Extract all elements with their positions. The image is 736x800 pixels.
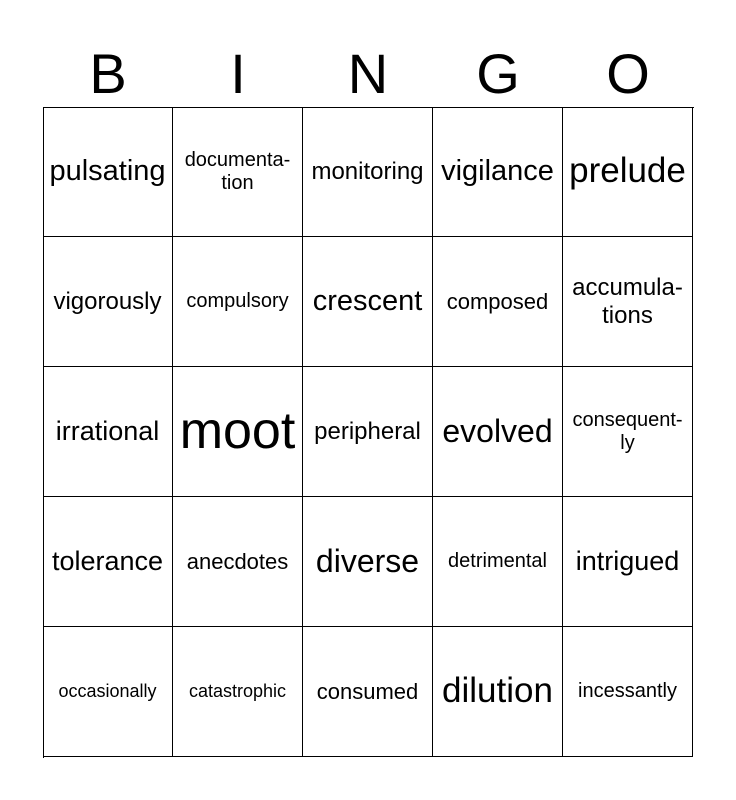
bingo-cell[interactable] — [563, 237, 693, 367]
bingo-cell[interactable] — [433, 107, 563, 237]
header-letter-i: I — [230, 42, 246, 105]
cell-word: evolved — [442, 413, 553, 450]
bingo-cell[interactable] — [303, 627, 433, 757]
bingo-cell[interactable] — [303, 107, 433, 237]
bingo-cell[interactable] — [173, 107, 303, 237]
bingo-cell[interactable] — [433, 627, 563, 757]
bingo-cell[interactable] — [563, 627, 693, 757]
cell-word: consumed — [316, 678, 419, 704]
bingo-cell[interactable] — [43, 627, 173, 757]
cell-word: monitoring — [311, 157, 424, 185]
bingo-cell[interactable] — [563, 497, 693, 627]
cell-word: intrigued — [575, 545, 680, 576]
bingo-cell[interactable] — [43, 367, 173, 497]
bingo-cell[interactable] — [43, 237, 173, 367]
bingo-cell[interactable] — [433, 237, 563, 367]
bingo-cell[interactable] — [43, 497, 173, 627]
header-letter-g: G — [476, 42, 520, 105]
cell-word: compulsory — [186, 290, 289, 312]
cell-word: incessantly — [578, 680, 677, 702]
cell-word: catastrophic — [188, 681, 287, 702]
cell-word: prelude — [569, 151, 686, 191]
bingo-cell[interactable] — [173, 237, 303, 367]
bingo-cell[interactable] — [563, 107, 693, 237]
bingo-cell[interactable] — [173, 627, 303, 757]
header-letter-o: O — [606, 42, 650, 105]
bingo-cell[interactable] — [433, 367, 563, 497]
bingo-cell[interactable] — [433, 497, 563, 627]
cell-word: tolerance — [51, 545, 164, 576]
cell-word: irrational — [55, 415, 160, 446]
cell-word: documenta- tion — [184, 148, 291, 194]
cell-word: occasionally — [58, 681, 157, 702]
bingo-cell[interactable] — [563, 367, 693, 497]
cell-word: vigilance — [441, 154, 554, 187]
bingo-cell[interactable] — [43, 107, 173, 237]
bingo-header — [43, 40, 693, 108]
cell-word: anecdotes — [186, 548, 289, 574]
cell-word: composed — [446, 288, 549, 314]
cell-word: moot — [179, 401, 296, 460]
bingo-cell[interactable] — [303, 497, 433, 627]
cell-word: dilution — [442, 671, 553, 711]
header-letter-b: B — [89, 42, 127, 105]
cell-word: consequent- ly — [572, 408, 683, 454]
bingo-cell[interactable] — [173, 497, 303, 627]
cell-word: peripheral — [314, 417, 421, 445]
bingo-cell[interactable] — [173, 367, 303, 497]
cell-word: crescent — [312, 284, 423, 317]
header-letter-n: N — [347, 42, 389, 105]
cell-word: accumula- tions — [572, 273, 683, 329]
bingo-grid — [43, 107, 693, 757]
bingo-cell[interactable] — [303, 237, 433, 367]
cell-word: pulsating — [49, 154, 166, 187]
cell-word: vigorously — [53, 287, 162, 315]
cell-word: detrimental — [448, 550, 547, 572]
cell-word: diverse — [315, 543, 420, 580]
bingo-cell[interactable] — [303, 367, 433, 497]
